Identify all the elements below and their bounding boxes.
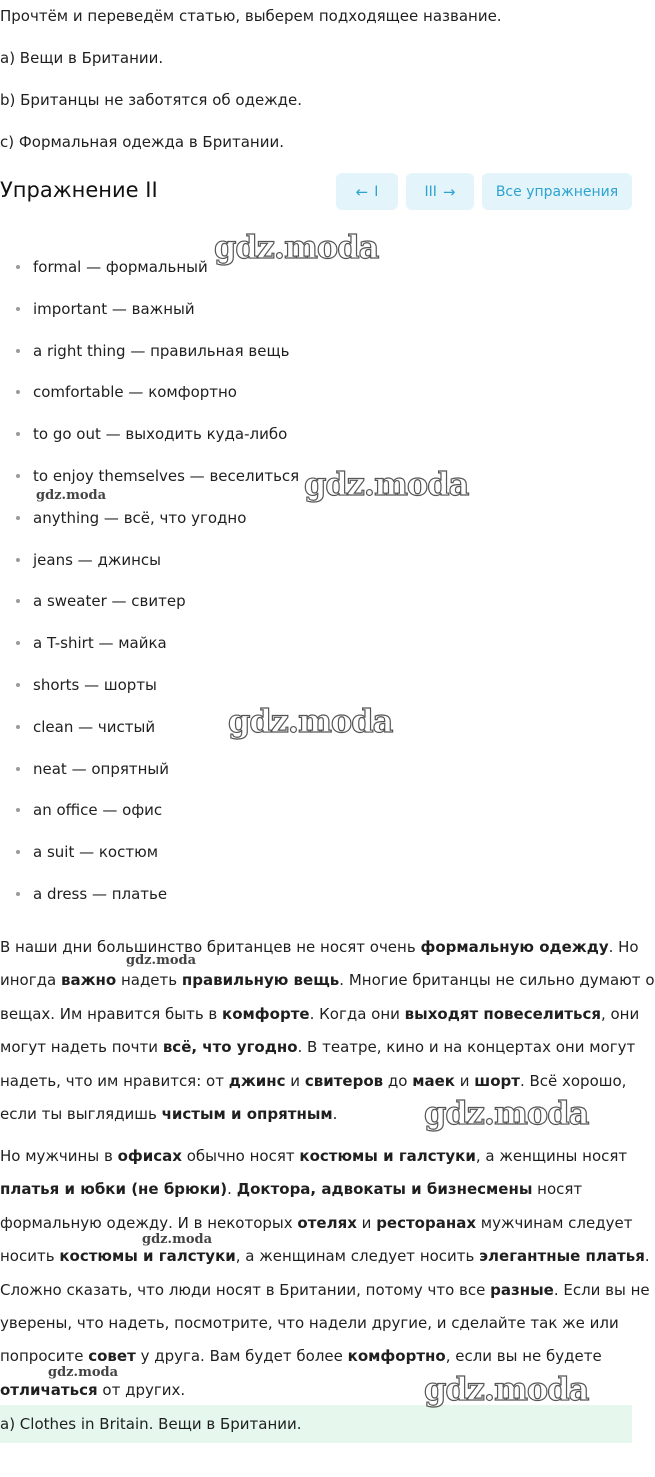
option-a: a) Вещи в Британии.	[0, 49, 164, 67]
vocab-text: clean — чистый	[33, 717, 156, 736]
vocab-text: a right thing — правильная вещь	[33, 341, 290, 360]
option-c: c) Формальная одежда в Британии.	[0, 133, 284, 151]
text-line: уверены, что надеть, посмотрите, что надели другие, и сделайте так же или	[0, 1313, 619, 1332]
text-line: иногда важно надеть правильную вещь. Многие британцы не сильно думают о	[0, 971, 655, 990]
bullet-icon	[16, 892, 20, 896]
watermark-logo: gdz.moda	[424, 1094, 589, 1132]
instruction-text: Прочтём и переведём статью, выберем подходящее название.	[0, 7, 502, 25]
bullet-icon	[16, 850, 20, 854]
answer-text: a) Clothes in Britain. Вещи в Британии.	[0, 1415, 302, 1433]
text-line: отличаться от других.	[0, 1380, 186, 1399]
bullet-icon	[16, 349, 20, 353]
text-line: В наши дни большинство британцев не носят очень формальную одежду. Но	[0, 938, 639, 956]
vocab-text: jeans — джинсы	[33, 550, 161, 569]
watermark-logo: gdz.moda	[228, 702, 393, 740]
next-exercise-label: III	[424, 183, 437, 200]
text-line: надеть, что им нравится: от джинс и свитеров до маек и шорт. Всё хорошо,	[0, 1071, 627, 1090]
vocab-text: a dress — платье	[33, 885, 168, 903]
text-line: могут надеть почти всё, что угодно. В театре, кино и на концертах они могут	[0, 1038, 636, 1057]
vocab-text: anything — всё, что угодно	[33, 508, 247, 527]
bullet-icon	[16, 599, 20, 603]
bullet-icon	[16, 683, 20, 687]
text-line: платья и юбки (не брюки). Доктора, адвокаты и бизнесмены носят	[0, 1180, 583, 1199]
text-line: носить костюмы и галстуки, а женщинам следует носить элегантные платья.	[0, 1247, 650, 1266]
watermark-logo: gdz.moda	[214, 228, 379, 266]
vocab-text: important — важный	[33, 299, 195, 318]
arrow-right-icon: →	[442, 182, 456, 201]
watermark-logo: gdz.moda	[424, 1370, 589, 1408]
vocab-text: neat — опрятный	[33, 759, 170, 778]
prev-exercise-button[interactable]	[336, 173, 398, 210]
bullet-icon	[16, 767, 20, 771]
watermark-logo: gdz.moda	[36, 488, 107, 503]
bullet-icon	[16, 516, 20, 520]
text-line: если ты выглядишь чистым и опрятным.	[0, 1104, 338, 1123]
vocab-text: a sweater — свитер	[33, 592, 186, 611]
bullet-icon	[16, 432, 20, 436]
next-exercise-button[interactable]	[406, 173, 474, 210]
vocab-text: shorts — шорты	[33, 676, 157, 694]
watermark-logo: gdz.moda	[142, 1232, 213, 1247]
text-line: вещах. Им нравится быть в комфорте. Когда они выходят повеселиться, они	[0, 1004, 640, 1023]
vocab-text: a suit — костюм	[33, 843, 159, 862]
vocab-text: a T-shirt — майка	[33, 634, 167, 653]
bullet-icon	[16, 725, 20, 729]
vocab-text: to go out — выходить куда-либо	[33, 425, 288, 444]
option-b: b) Британцы не заботятся об одежде.	[0, 91, 303, 109]
answer-bar	[0, 1405, 632, 1443]
text-line: Сложно сказать, что люди носят в Британии, потому что все разные. Если вы не	[0, 1280, 650, 1299]
vocab-text: to enjoy themselves — веселиться	[33, 467, 300, 485]
bullet-icon	[16, 474, 20, 478]
exercise-title: Упражнение II	[0, 178, 158, 202]
bullet-icon	[16, 390, 20, 394]
text-line: формальную одежду. И в некоторых отелях и ресторанах мужчинам следует	[0, 1213, 633, 1232]
watermark-logo: gdz.moda	[304, 465, 469, 503]
text-line: Но мужчины в офисах обычно носят костюмы и галстуки, а женщины носят	[0, 1147, 628, 1165]
arrow-left-icon: ←	[355, 182, 369, 201]
vocab-text: formal — формальный	[33, 258, 208, 276]
text-line: попросите совет у друга. Вам будет более комфортно, если вы не будете	[0, 1347, 602, 1366]
prev-exercise-label: I	[374, 183, 379, 200]
bullet-icon	[16, 307, 20, 311]
all-exercises-label: Все упражнения	[495, 183, 619, 200]
bullet-icon	[16, 641, 20, 645]
all-exercises-button[interactable]	[482, 173, 632, 210]
watermark-logo: gdz.moda	[48, 1365, 119, 1380]
vocab-text: comfortable — комфортно	[33, 383, 237, 402]
vocab-text: an office — офис	[33, 801, 163, 820]
bullet-icon	[16, 558, 20, 562]
bullet-icon	[16, 808, 20, 812]
watermark-logo: gdz.moda	[126, 953, 197, 968]
bullet-icon	[16, 265, 20, 269]
